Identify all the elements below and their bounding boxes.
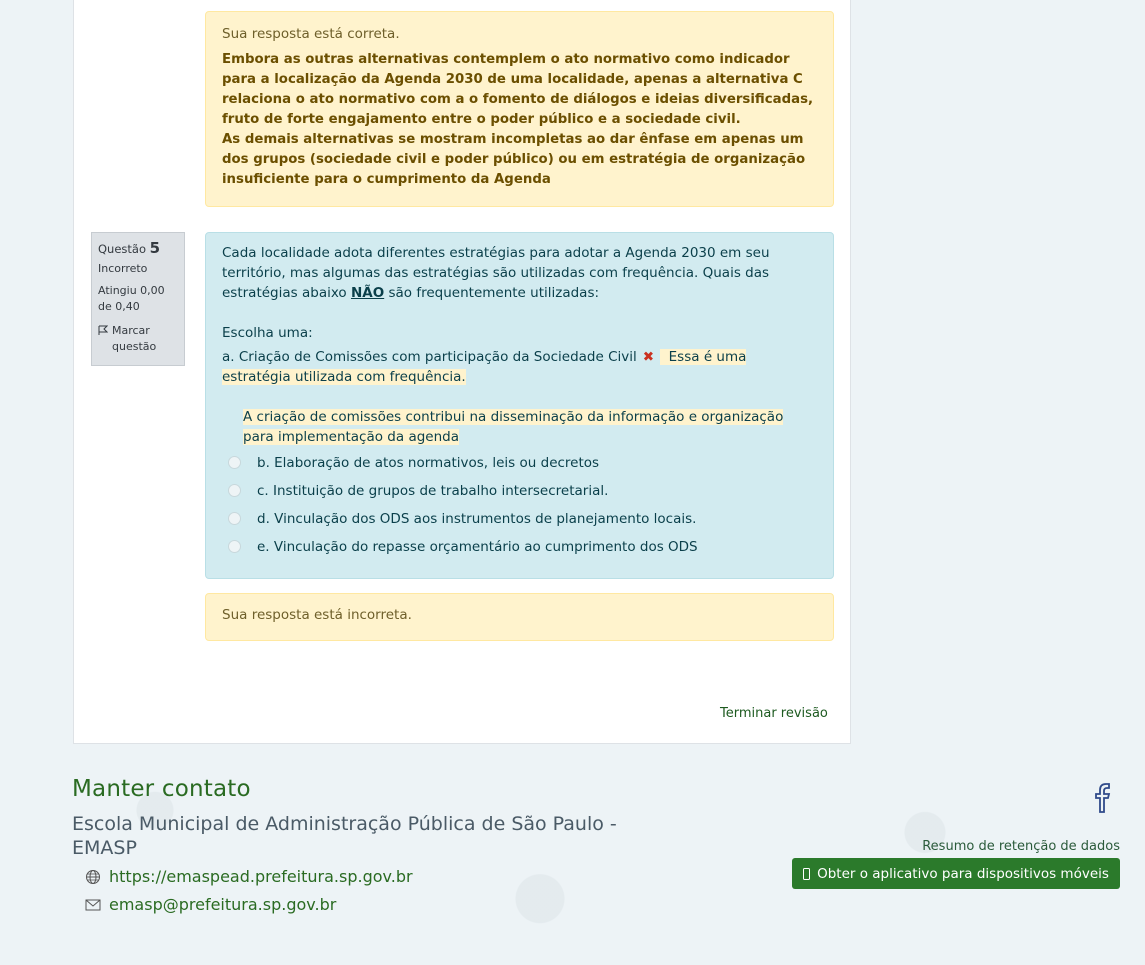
question-text: Cada localidade adota diferentes estratégias para adotar a Agenda 2030 em seu território, mas algumas das estratégias são utilizadas com frequência. Quais das estratégias abaixo NÃO são frequentemente utilizadas:: [222, 245, 770, 301]
envelope-icon: [85, 898, 101, 912]
mobile-phone-icon: [803, 868, 810, 880]
website-link[interactable]: https://emaspead.prefeitura.sp.gov.br: [85, 867, 413, 886]
previous-question-feedback: [205, 11, 834, 207]
email-link[interactable]: emasp@prefeitura.sp.gov.br: [85, 895, 336, 914]
facebook-icon[interactable]: [1092, 782, 1114, 814]
flag-question-button[interactable]: Marcar questão: [98, 323, 178, 355]
data-retention-link[interactable]: Resumo de retenção de dados: [922, 839, 1120, 854]
finish-review-link[interactable]: Terminar revisão: [720, 706, 828, 721]
general-feedback: Embora as outras alternativas contemplem o ato normativo como indicador para a localização da Agenda 2030 de uma localidade, apenas a alternativa C relaciona o ato normativo com a o fomento de diálogos e ideias diversificadas, fruto de forte engajamento entre o poder público e a sociedade civil. As demais alternativas se mostram incompletas ao dar ênfase em apenas um dos grupos (sociedade civil e poder público) ou em estratégia de organização insuficiente para o cumprimento da Agenda: [222, 52, 814, 187]
answer-list: [222, 347, 817, 557]
question-state: Incorreto: [98, 262, 148, 275]
answer-option-e: e. Vinculação do repasse orçamentário ao cumprimento dos ODS: [222, 537, 817, 557]
feedback-status: Sua resposta está correta.: [222, 26, 400, 42]
answer-option-d: d. Vinculação dos ODS aos instrumentos de planejamento locais.: [222, 509, 817, 529]
answer-radio-e[interactable]: [228, 540, 241, 553]
answer-radio-c[interactable]: [228, 484, 241, 497]
answer-radio-b[interactable]: [228, 456, 241, 469]
specific-feedback-detail: A criação de comissões contribui na disseminação da informação e organização para implementação da agenda: [243, 409, 784, 445]
footer-organization: Escola Municipal de Administração Pública de São Paulo - EMASP: [72, 813, 617, 859]
incorrect-icon: ✖: [642, 349, 655, 365]
flag-icon: [98, 325, 108, 336]
answer-option-c: c. Instituição de grupos de trabalho intersecretarial.: [222, 481, 817, 501]
question-info: [91, 232, 185, 366]
mobile-app-button[interactable]: Obter o aplicativo para dispositivos móveis: [792, 858, 1120, 889]
feedback-status: Sua resposta está incorreta.: [222, 607, 412, 623]
question-number: Questão 5: [98, 239, 161, 257]
answer-prompt: Escolha uma:: [222, 325, 313, 341]
footer-title: Manter contato: [72, 776, 251, 802]
answer-option-b: b. Elaboração de atos normativos, leis ou decretos: [222, 453, 817, 473]
answer-radio-d[interactable]: [228, 512, 241, 525]
question-feedback: [205, 593, 834, 641]
answer-option-a: a. Criação de Comissões com participação da Sociedade Civil ✖ Essa é uma estratégia utilizada com frequência. A criação de comissões contribui na disseminação da informação e organização para implementação da agenda: [222, 349, 784, 445]
question-content: [205, 232, 834, 579]
globe-icon: [85, 869, 101, 885]
question-grade: Atingiu 0,00 de 0,40: [98, 284, 165, 313]
specific-feedback: Essa é uma estratégia utilizada com frequência.: [222, 349, 747, 385]
